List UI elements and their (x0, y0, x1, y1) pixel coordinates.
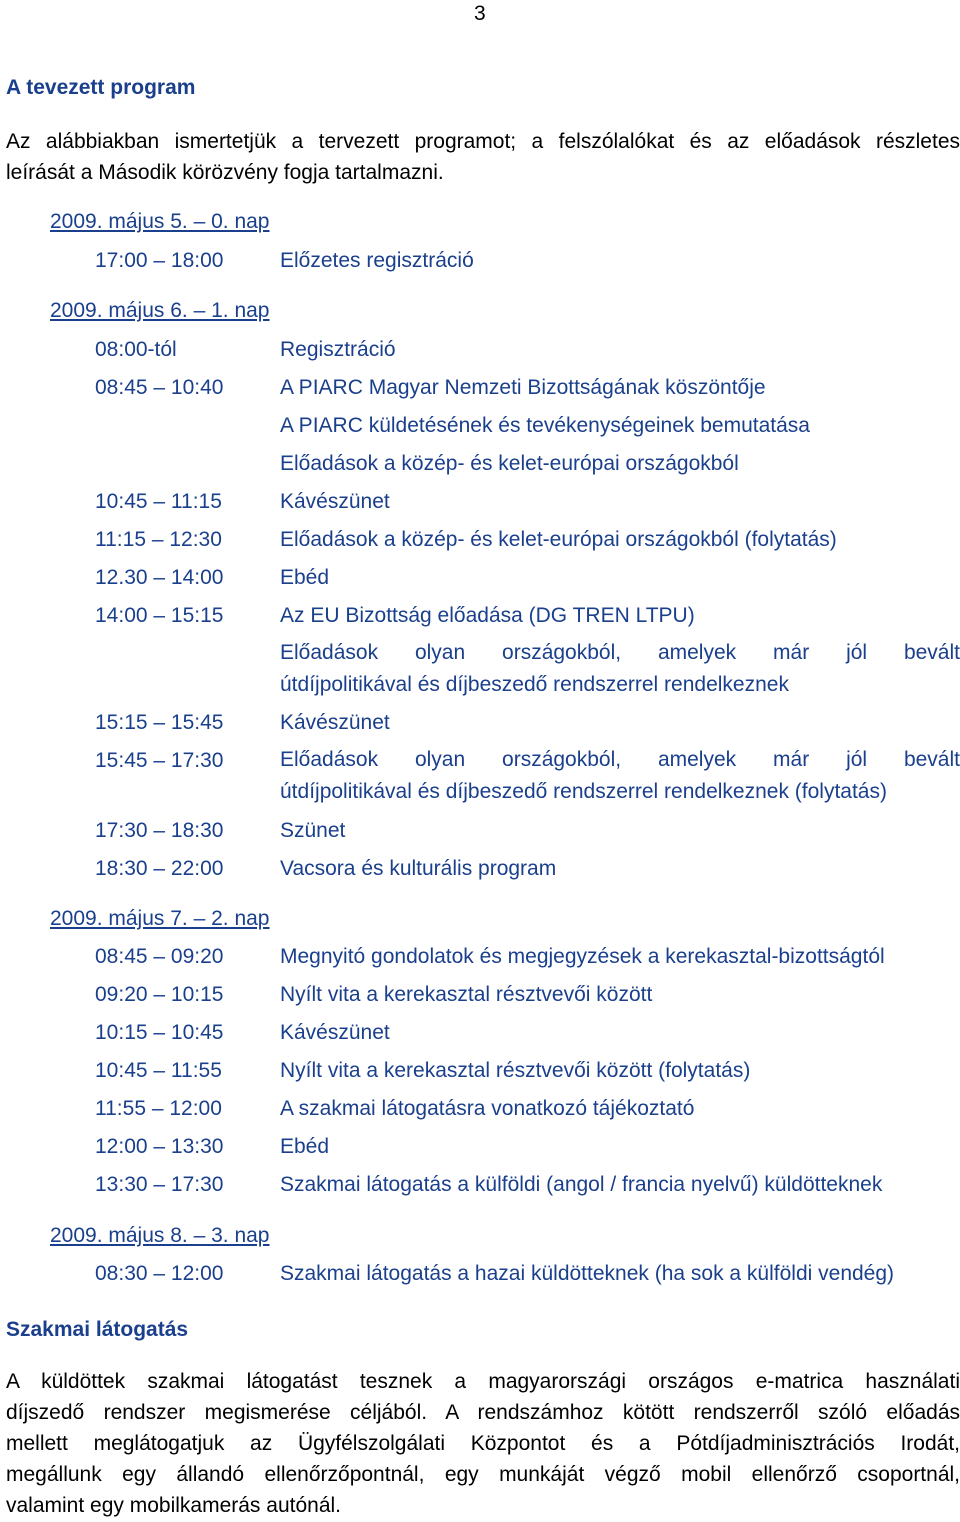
schedule-desc: Vacsora és kulturális program (280, 857, 557, 880)
day-heading: 2009. május 6. – 1. nap (50, 299, 270, 322)
schedule-desc: Az EU Bizottság előadása (DG TREN LTPU) (280, 604, 695, 627)
schedule-desc-line: Előadások olyan országokból, amelyek már jól bevált (280, 748, 960, 771)
schedule-desc: Szakmai látogatás a hazai küldötteknek (ha sok a külföldi vendég) (280, 1262, 895, 1285)
intro-paragraph (6, 126, 960, 188)
schedule-time: 17:30 – 18:30 (95, 819, 224, 842)
schedule-time: 08:45 – 09:20 (95, 945, 224, 968)
schedule-desc: Megnyitó gondolatok és megjegyzések a kerekasztal-bizottságtól (280, 945, 885, 968)
schedule-time: 13:30 – 17:30 (95, 1173, 224, 1196)
schedule-time: 17:00 – 18:00 (95, 249, 224, 272)
section-title-program: A tevezett program (6, 76, 196, 99)
day-heading: 2009. május 7. – 2. nap (50, 907, 270, 930)
visit-paragraph (6, 1366, 960, 1521)
schedule-desc: Kávészünet (280, 711, 390, 734)
schedule-desc: Szünet (280, 819, 346, 842)
schedule-time: 15:15 – 15:45 (95, 711, 224, 734)
schedule-desc: Szakmai látogatás a külföldi (angol / francia nyelvű) küldötteknek (280, 1173, 883, 1196)
visit-line: díjszedő rendszer megismerése céljából. A rendszámhoz kötött rendszerről szóló előadás (6, 1401, 960, 1424)
schedule-desc: Előadások a közép- és kelet-európai országokból (folytatás) (280, 528, 837, 551)
schedule-desc: Nyílt vita a kerekasztal résztvevői között (folytatás) (280, 1059, 751, 1082)
schedule-desc: Előzetes regisztráció (280, 249, 474, 272)
schedule-desc-line: Előadások olyan országokból, amelyek már jól bevált (280, 641, 960, 664)
schedule-time: 09:20 – 10:15 (95, 983, 224, 1006)
schedule-desc (280, 744, 960, 808)
intro-line: leírását a Második körözvény fogja tartalmazni. (6, 161, 444, 184)
schedule-desc: A PIARC Magyar Nemzeti Bizottságának köszöntője (280, 376, 766, 399)
schedule-time: 08:00-tól (95, 338, 177, 361)
day-heading: 2009. május 8. – 3. nap (50, 1224, 270, 1247)
schedule-desc: A PIARC küldetésének és tevékenységeinek bemutatása (280, 414, 810, 437)
schedule-desc: Előadások a közép- és kelet-európai országokból (280, 452, 739, 475)
day-heading: 2009. május 5. – 0. nap (50, 210, 270, 233)
schedule-desc (280, 637, 960, 701)
schedule-time: 18:30 – 22:00 (95, 857, 224, 880)
schedule-time: 08:30 – 12:00 (95, 1262, 224, 1285)
schedule-time: 11:15 – 12:30 (95, 528, 222, 551)
schedule-desc: Ebéd (280, 566, 330, 589)
schedule-desc-line: útdíjpolitikával és díjbeszedő rendszerrel rendelkeznek (280, 673, 789, 696)
schedule-desc: Regisztráció (280, 338, 396, 361)
visit-line: megállunk egy állandó ellenőrzőpontnál, egy munkáját végző mobil ellenőrző csoportnál, (6, 1463, 960, 1486)
schedule-desc: Kávészünet (280, 490, 390, 513)
schedule-desc: Kávészünet (280, 1021, 390, 1044)
page-number: 3 (474, 2, 486, 25)
schedule-desc: Nyílt vita a kerekasztal résztvevői között (280, 983, 653, 1006)
visit-line: A küldöttek szakmai látogatást tesznek a magyarországi országos e-matrica használati (6, 1370, 960, 1393)
intro-line: Az alábbiakban ismertetjük a tervezett programot; a felszólalókat és az előadások részletes (6, 130, 960, 153)
schedule-desc-line: útdíjpolitikával és díjbeszedő rendszerrel rendelkeznek (folytatás) (280, 780, 887, 803)
schedule-time: 14:00 – 15:15 (95, 604, 224, 627)
schedule-time: 11:55 – 12:00 (95, 1097, 222, 1120)
schedule-time: 12:00 – 13:30 (95, 1135, 224, 1158)
schedule-time: 15:45 – 17:30 (95, 749, 224, 772)
schedule-time: 10:45 – 11:55 (95, 1059, 222, 1082)
schedule-desc: A szakmai látogatásra vonatkozó tájékoztató (280, 1097, 695, 1120)
visit-line: mellett meglátogatjuk az Ügyfélszolgálati Központot és a Pótdíjadminisztrációs Irodát, (6, 1432, 960, 1455)
schedule-time: 08:45 – 10:40 (95, 376, 224, 399)
visit-line: valamint egy mobilkamerás autónál. (6, 1494, 341, 1517)
schedule-time: 12.30 – 14:00 (95, 566, 224, 589)
schedule-time: 10:45 – 11:15 (95, 490, 222, 513)
schedule-time: 10:15 – 10:45 (95, 1021, 224, 1044)
schedule-desc: Ebéd (280, 1135, 330, 1158)
section-title-visit: Szakmai látogatás (6, 1318, 189, 1341)
